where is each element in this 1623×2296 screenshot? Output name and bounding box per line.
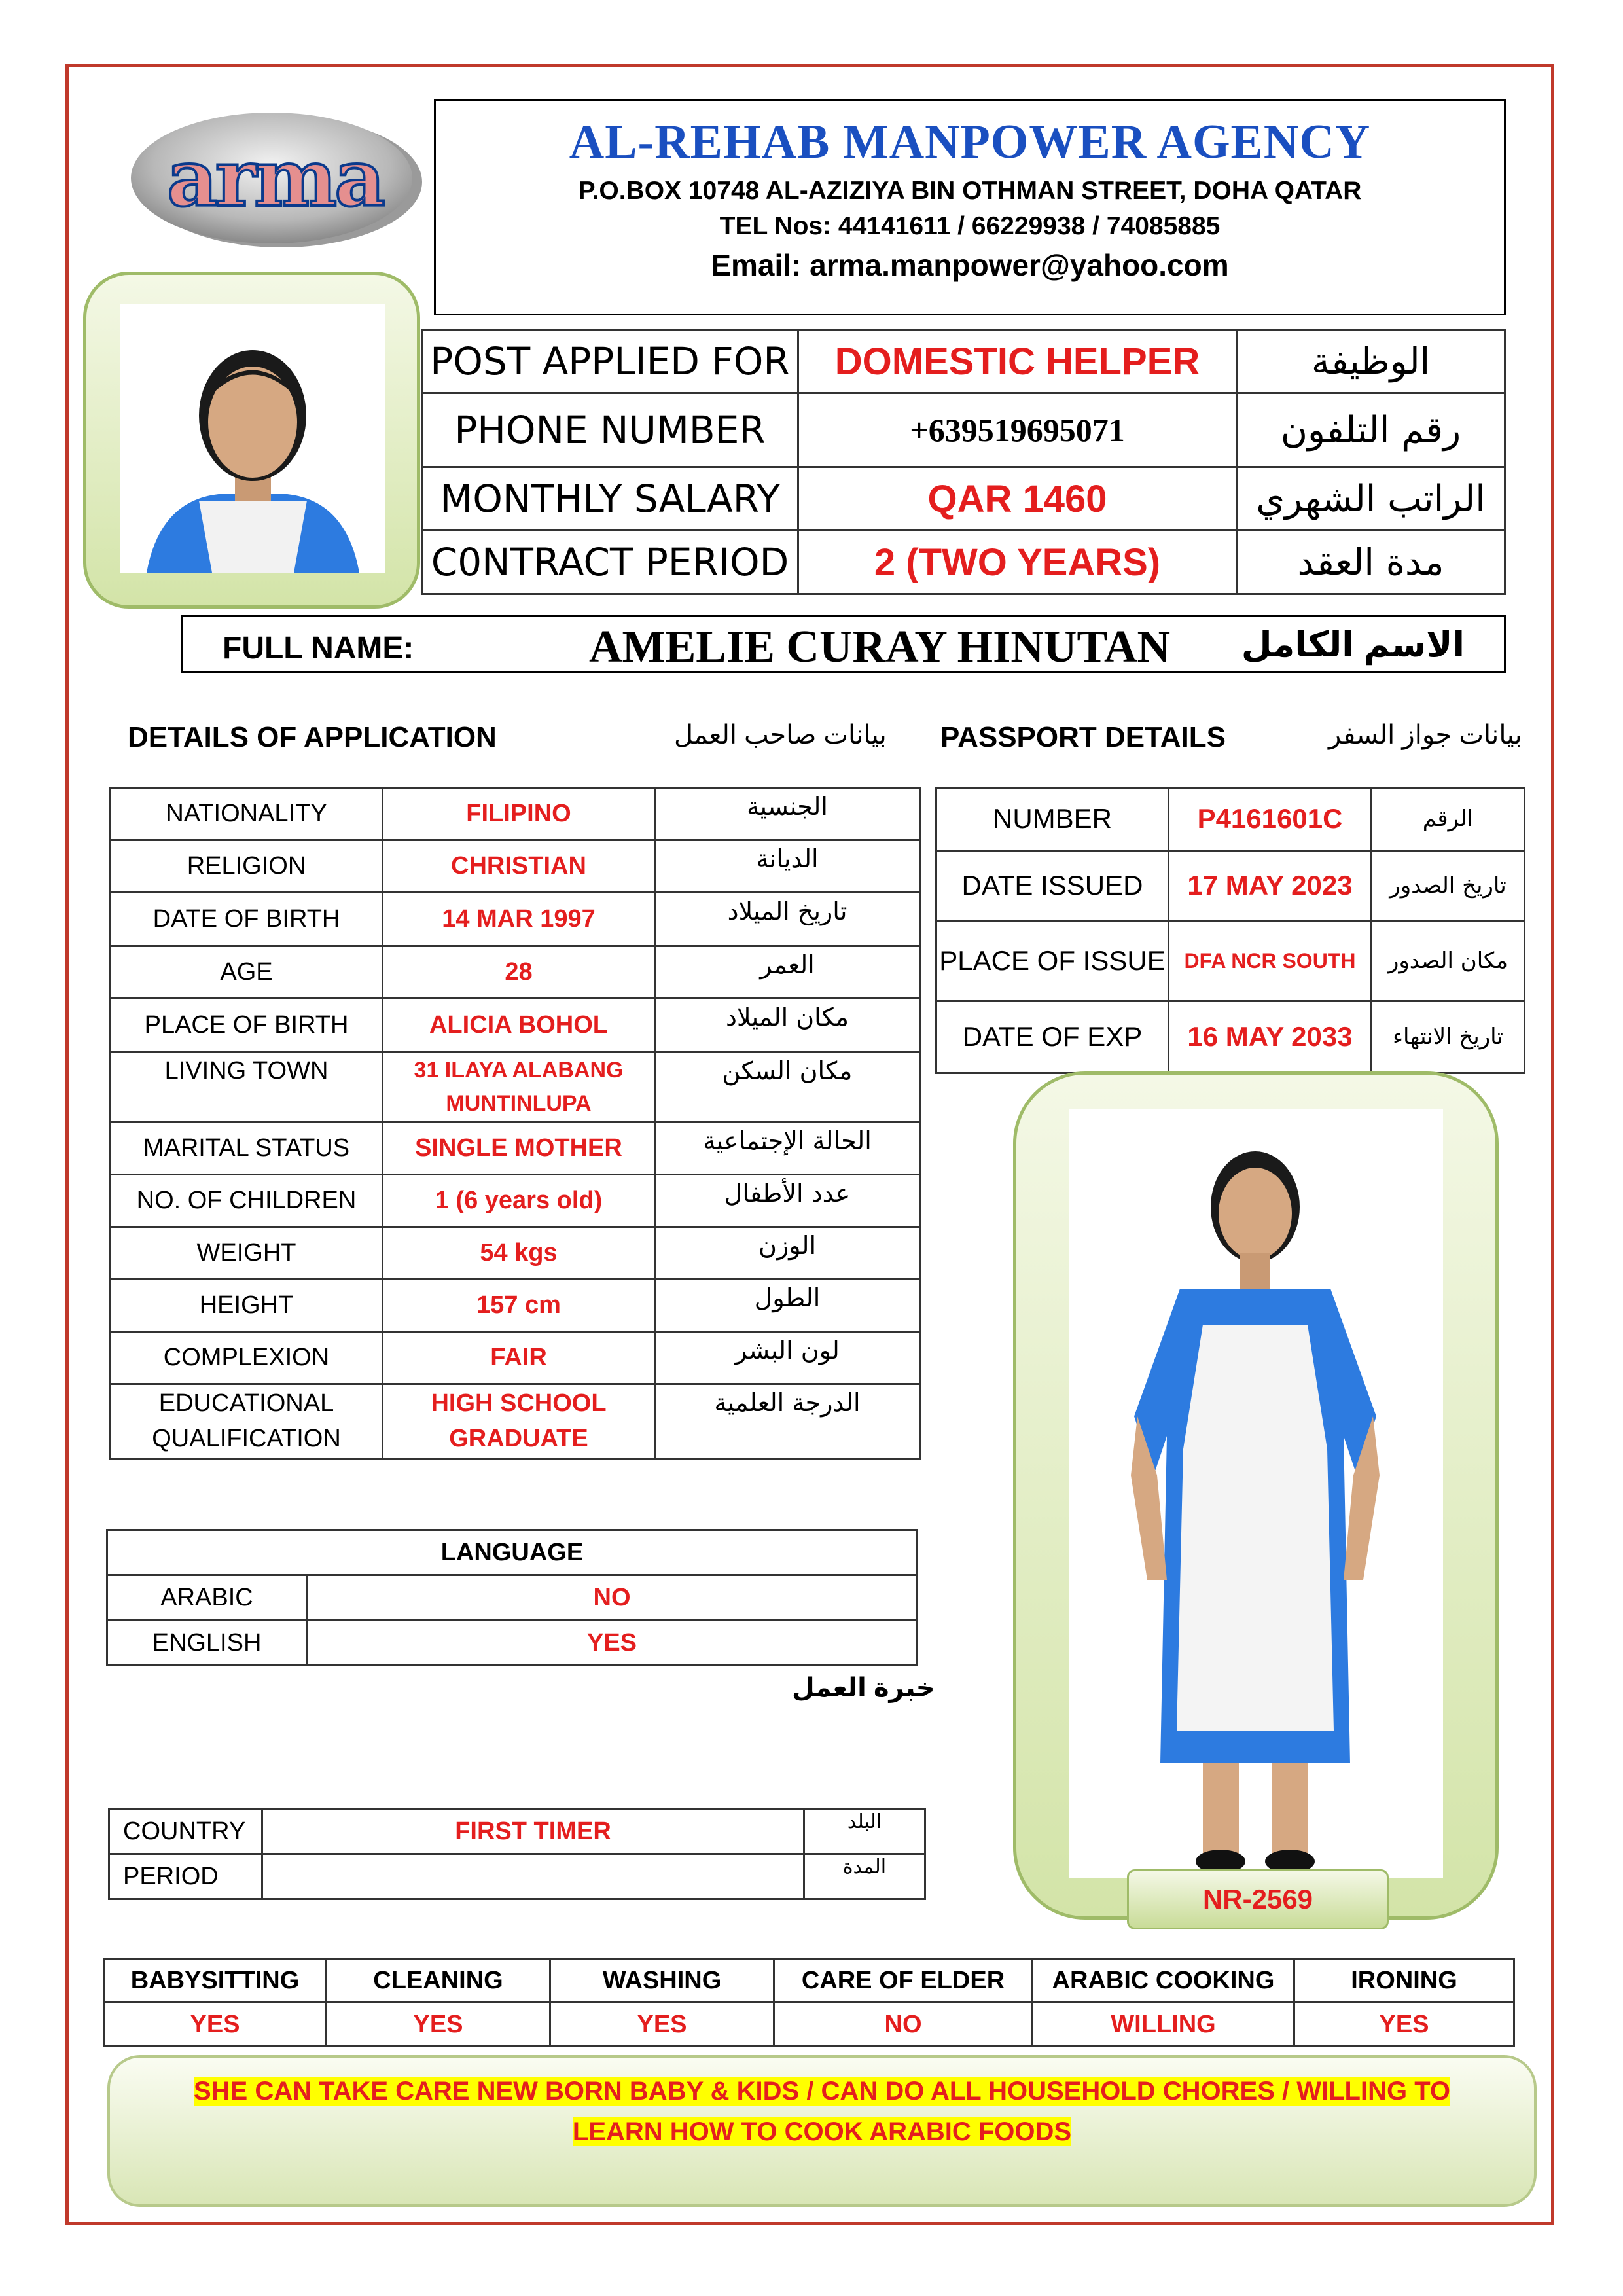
- app-value: FAIR: [383, 1332, 655, 1384]
- app-value: FILIPINO: [383, 788, 655, 840]
- post-value: DOMESTIC HELPER: [798, 330, 1237, 393]
- agency-name: AL-REHAB MANPOWER AGENCY: [569, 115, 1371, 169]
- agency-header: [434, 99, 1506, 315]
- full-name-label: FULL NAME:: [223, 631, 414, 666]
- passport-arabic: مكان الصدور: [1372, 922, 1525, 1001]
- headshot-frame: [83, 272, 420, 609]
- full-name-value: AMELIE CURAY HINUTAN: [589, 622, 1171, 672]
- experience-value: FIRST TIMER: [262, 1809, 804, 1854]
- app-arabic: الديانة: [655, 840, 920, 893]
- app-arabic: الحالة الإجتماعية: [655, 1122, 920, 1175]
- app-value: CHRISTIAN: [383, 840, 655, 893]
- experience-value: [262, 1854, 804, 1899]
- passport-value: P4161601C: [1169, 788, 1372, 851]
- app-label: LIVING TOWN: [111, 1052, 383, 1122]
- salary-label: MONTHLY SALARY: [422, 467, 798, 531]
- application-title-arabic: بيانات صاحب العمل: [674, 721, 887, 749]
- language-label: ENGLISH: [107, 1621, 307, 1666]
- remarks-box: [107, 2055, 1537, 2207]
- skill-header: BABYSITTING: [104, 1959, 327, 2003]
- skill-value: NO: [774, 2003, 1033, 2047]
- application-title: DETAILS OF APPLICATION: [128, 721, 497, 753]
- contract-value: 2 (TWO YEARS): [798, 531, 1237, 594]
- logo-text: arma: [167, 132, 383, 224]
- full-body-photo: [1069, 1109, 1443, 1878]
- full-name-arabic: الاسم الكامل: [1241, 625, 1465, 664]
- app-arabic: مكان الميلاد: [655, 999, 920, 1052]
- app-label: AGE: [111, 946, 383, 999]
- language-table: [106, 1529, 918, 1666]
- app-label: EDUCATIONAL QUALIFICATION: [111, 1384, 383, 1459]
- app-label: WEIGHT: [111, 1227, 383, 1280]
- passport-arabic: تاريخ الصدور: [1372, 851, 1525, 922]
- language-label: ARABIC: [107, 1575, 307, 1621]
- skill-value: YES: [327, 2003, 550, 2047]
- skill-value: WILLING: [1033, 2003, 1294, 2047]
- app-arabic: الجنسية: [655, 788, 920, 840]
- agency-logo: [118, 105, 432, 262]
- post-label: POST APPLIED FOR: [422, 330, 798, 393]
- salary-arabic: الراتب الشهري: [1237, 467, 1505, 531]
- language-value: NO: [307, 1575, 918, 1621]
- phone-value: +639519695071: [798, 393, 1237, 467]
- skill-header: CLEANING: [327, 1959, 550, 2003]
- app-arabic: الوزن: [655, 1227, 920, 1280]
- passport-label: DATE OF EXP: [936, 1001, 1169, 1073]
- agency-address: P.O.BOX 10748 AL-AZIZIYA BIN OTHMAN STREET, DOHA QATAR: [578, 177, 1362, 205]
- experience-arabic: البلد: [804, 1809, 925, 1854]
- agency-phone: TEL Nos: 44141611 / 66229938 / 74085885: [719, 212, 1221, 240]
- language-value: YES: [307, 1621, 918, 1666]
- passport-label: DATE ISSUED: [936, 851, 1169, 922]
- passport-arabic: الرقم: [1372, 788, 1525, 851]
- app-label: MARITAL STATUS: [111, 1122, 383, 1175]
- app-value: 1 (6 years old): [383, 1175, 655, 1227]
- app-value: 28: [383, 946, 655, 999]
- passport-value: DFA NCR SOUTH: [1169, 922, 1372, 1001]
- full-body-frame: [1013, 1071, 1499, 1920]
- language-title: LANGUAGE: [107, 1530, 918, 1575]
- salary-value: QAR 1460: [798, 467, 1237, 531]
- headshot-photo: [120, 304, 385, 573]
- application-details-table: [109, 787, 921, 1460]
- phone-arabic: رقم التلفون: [1237, 393, 1505, 467]
- skill-header: IRONING: [1294, 1959, 1514, 2003]
- passport-label: NUMBER: [936, 788, 1169, 851]
- app-arabic: مكان السكن: [655, 1052, 920, 1122]
- contract-arabic: مدة العقد: [1237, 531, 1505, 594]
- experience-title-arabic: خبرة العمل: [792, 1674, 935, 1702]
- app-value: ALICIA BOHOL: [383, 999, 655, 1052]
- app-arabic: الطول: [655, 1280, 920, 1332]
- passport-arabic: تاريخ الانتهاء: [1372, 1001, 1525, 1073]
- skill-value: YES: [1294, 2003, 1514, 2047]
- app-value: HIGH SCHOOL GRADUATE: [383, 1384, 655, 1459]
- skill-value: YES: [104, 2003, 327, 2047]
- app-value: 31 ILAYA ALABANG MUNTINLUPA: [383, 1052, 655, 1122]
- reference-badge: NR-2569: [1127, 1869, 1389, 1929]
- app-label: COMPLEXION: [111, 1332, 383, 1384]
- work-experience-table: [108, 1808, 926, 1900]
- post-arabic: الوظيفة: [1237, 330, 1505, 393]
- app-value: SINGLE MOTHER: [383, 1122, 655, 1175]
- passport-label: PLACE OF ISSUE: [936, 922, 1169, 1001]
- skill-header: ARABIC COOKING: [1033, 1959, 1294, 2003]
- passport-details-table: [935, 787, 1525, 1074]
- remarks-text: SHE CAN TAKE CARE NEW BORN BABY & KIDS / CAN DO ALL HOUSEHOLD CHORES / WILLING TO LEARN HOW TO COOK ARABIC FOODS: [193, 2077, 1451, 2146]
- app-label: NO. OF CHILDREN: [111, 1175, 383, 1227]
- experience-label: PERIOD: [109, 1854, 262, 1899]
- app-arabic: الدرجة العلمية: [655, 1384, 920, 1459]
- app-arabic: لون البشر: [655, 1332, 920, 1384]
- passport-title: PASSPORT DETAILS: [940, 721, 1226, 753]
- skill-header: WASHING: [550, 1959, 774, 2003]
- app-label: HEIGHT: [111, 1280, 383, 1332]
- app-label: RELIGION: [111, 840, 383, 893]
- passport-value: 16 MAY 2033: [1169, 1001, 1372, 1073]
- job-summary-table: [421, 329, 1506, 595]
- app-arabic: عدد الأطفال: [655, 1175, 920, 1227]
- app-value: 157 cm: [383, 1280, 655, 1332]
- passport-value: 17 MAY 2023: [1169, 851, 1372, 922]
- phone-label: PHONE NUMBER: [422, 393, 798, 467]
- passport-title-arabic: بيانات جواز السفر: [1329, 721, 1522, 749]
- contract-label: C0NTRACT PERIOD: [422, 531, 798, 594]
- app-arabic: العمر: [655, 946, 920, 999]
- skills-table: [103, 1958, 1515, 2047]
- agency-email: Email: arma.manpower@yahoo.com: [711, 248, 1229, 282]
- app-label: PLACE OF BIRTH: [111, 999, 383, 1052]
- experience-arabic: المدة: [804, 1854, 925, 1899]
- skill-header: CARE OF ELDER: [774, 1959, 1033, 2003]
- app-value: 54 kgs: [383, 1227, 655, 1280]
- app-label: NATIONALITY: [111, 788, 383, 840]
- full-name-bar: [181, 615, 1506, 673]
- app-label: DATE OF BIRTH: [111, 893, 383, 946]
- experience-label: COUNTRY: [109, 1809, 262, 1854]
- app-arabic: تاريخ الميلاد: [655, 893, 920, 946]
- skill-value: YES: [550, 2003, 774, 2047]
- app-value: 14 MAR 1997: [383, 893, 655, 946]
